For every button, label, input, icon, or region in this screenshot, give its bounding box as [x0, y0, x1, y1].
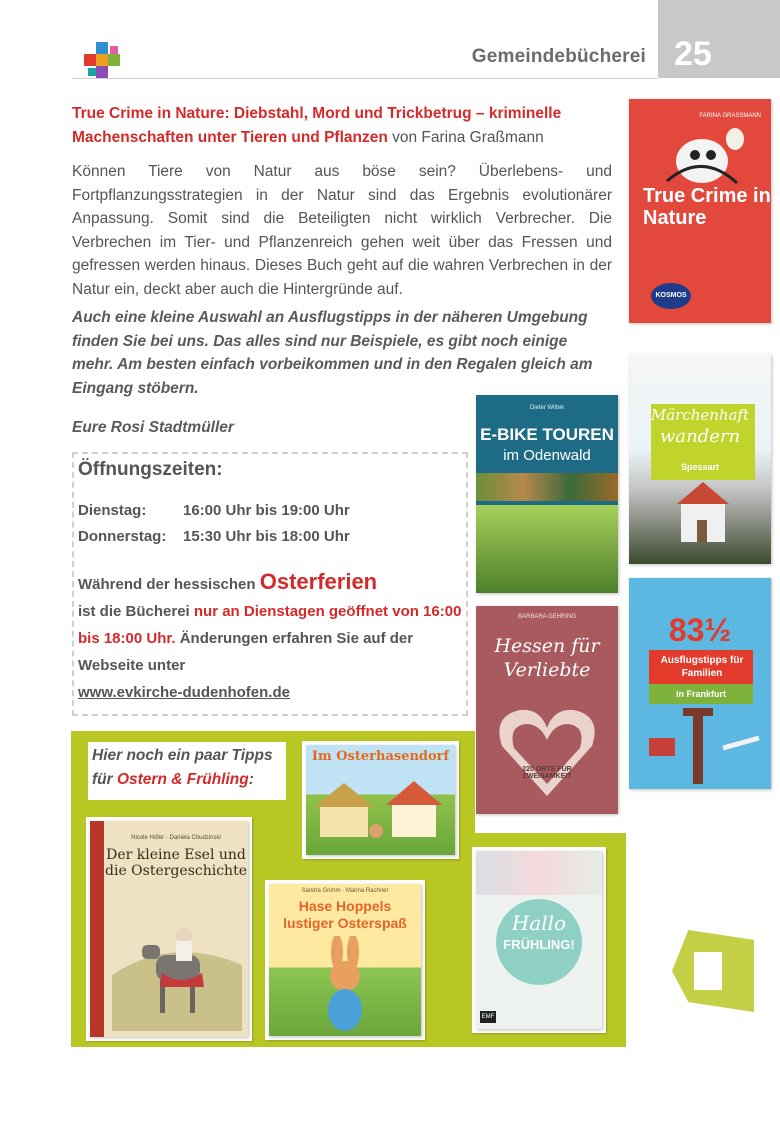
- cover-title: E-BIKE TOUREN: [480, 425, 614, 444]
- notice-red-text: nur an Dienstagen geöffnet von 16:00 bis 18:00 Uhr.: [78, 603, 462, 647]
- cover-publisher: KOSMOS: [651, 283, 691, 309]
- cover-title: Märchenhaft: [650, 406, 750, 424]
- hours-day: Donnerstag:: [78, 528, 167, 545]
- signature: Eure Rosi Stadtmüller: [72, 419, 234, 436]
- cover-subtitle: 220 ORTE FÜR ZWEISAMKEIT: [522, 766, 572, 780]
- website-link[interactable]: www.evkirche-dudenhofen.de: [78, 684, 290, 701]
- cover-title: Der kleine Esel und die Ostergeschichte: [105, 847, 247, 879]
- book-description: Können Tiere von Natur aus böse sein? Überlebens- und Fortpflanzungsstrategien in der Natur sind das Ergebnis evolutionärer Anpassung. Somit sind die Beteiligten nicht wirklich Verbrecher. Die Verbrechen im Tier- und Pflanzenreich gehen weit über das Fressen und gefressen werden hinaus. Dieses Buch geht auf die wahren Verbrechen in der Natur ein, deckt aber auch die Hintergründe auf.: [72, 163, 612, 298]
- book-headline: [72, 102, 612, 149]
- easter-holiday-notice: [78, 568, 464, 706]
- notice-highlight: Osterferien: [259, 569, 378, 594]
- cover-photo-strip: [476, 851, 602, 895]
- book-title: True Crime in Nature: Diebstahl, Mord und Trickbetrug – kriminelle Machenschaften unter Tieren und Pflanzen: [72, 105, 562, 146]
- cover-publisher: EMF: [480, 1011, 496, 1023]
- cover-subtitle: Spessart: [680, 462, 720, 472]
- cover-hessen-verliebte: [476, 606, 618, 814]
- cover-title: Ausflugstipps für Familien: [660, 655, 744, 679]
- tower-illustration-icon: [643, 708, 763, 784]
- opening-hours-title: Öffnungszeiten:: [78, 459, 223, 480]
- notice-text: ist die Bücherei: [78, 603, 194, 620]
- page-number: 25: [658, 0, 780, 78]
- cover-authors: Nicole Höfer · Daniela Chudzinski: [131, 835, 221, 841]
- cover-subtitle: in Frankfurt: [649, 684, 753, 704]
- notice-text: Änderungen erfahren Sie auf der Webseite unter: [78, 630, 414, 674]
- cover-title: wandern: [659, 426, 741, 447]
- book-author: von Farina Graßmann: [387, 128, 544, 146]
- tips-label: [88, 742, 286, 800]
- cover-photo-strip: [476, 473, 618, 501]
- church-logo-icon: [82, 42, 124, 82]
- tips-line: Hier noch ein paar Tipps: [92, 747, 273, 764]
- bird-illustration-icon: [657, 121, 747, 191]
- cover-ausflugstipps: [629, 578, 771, 789]
- castle-illustration-icon: [673, 482, 733, 542]
- tips-line: :: [248, 771, 254, 788]
- cover-osterhasendorf: [306, 745, 455, 855]
- village-illustration-icon: [310, 771, 450, 851]
- cover-title: True Crime in Nature: [643, 185, 771, 229]
- decorative-shape-icon: [694, 952, 722, 990]
- notice-text: Während der hessischen: [78, 576, 260, 593]
- cover-spine: [90, 821, 104, 1037]
- cover-authors: Sandra Grimm · Marina Rachner: [301, 888, 389, 894]
- cover-number: 83½: [668, 612, 732, 648]
- hours-day: Dienstag:: [78, 502, 147, 519]
- cover-title: im Odenwald: [503, 447, 591, 464]
- hours-row: [78, 502, 350, 519]
- section-title: Gemeindebücherei: [471, 46, 646, 67]
- cover-title: Hessen für Verliebte: [494, 635, 600, 681]
- hours-time: 15:30 Uhr bis 18:00 Uhr: [183, 528, 350, 545]
- tips-line: für: [92, 771, 117, 788]
- cover-title: Im Osterhasendorf: [311, 749, 450, 764]
- hours-time: 16:00 Uhr bis 19:00 Uhr: [183, 502, 350, 519]
- cover-kleiner-esel: [90, 821, 248, 1037]
- cover-maerchenhaft-wandern: [629, 354, 771, 564]
- cover-title: Hase Hoppels lustiger Osterspaß: [283, 898, 407, 931]
- cover-author: BARBARA GEHRING: [517, 614, 576, 620]
- bunny-illustration-icon: [315, 936, 375, 1032]
- cover-landscape: [476, 505, 618, 593]
- excursion-tips-text: Auch eine kleine Auswahl an Ausflugstipps in der näheren Umgebung finden Sie bei uns. Das alles sind nur Beispiele, es gibt noch einige mehr. Am besten einfach vorbeikommen und in den Regalen gleich am Eingang stöbern.: [72, 309, 593, 397]
- donkey-illustration-icon: [112, 895, 242, 1031]
- cover-title: Hallo: [511, 911, 567, 935]
- cover-ebike-touren: [476, 395, 618, 593]
- heart-hands-icon: [492, 696, 602, 806]
- cover-author: FARINA GRASSMANN: [699, 113, 761, 119]
- cover-title: FRÜHLING!: [503, 937, 575, 952]
- hours-row: [78, 528, 350, 545]
- cover-hase-hoppels: [269, 884, 421, 1036]
- tips-red-text: Ostern & Frühling: [116, 771, 249, 788]
- header-divider: [72, 78, 658, 79]
- cover-author: Dieter Wittek: [529, 405, 565, 411]
- cover-hallo-fruehling: [476, 851, 602, 1029]
- cover-true-crime: [629, 99, 771, 323]
